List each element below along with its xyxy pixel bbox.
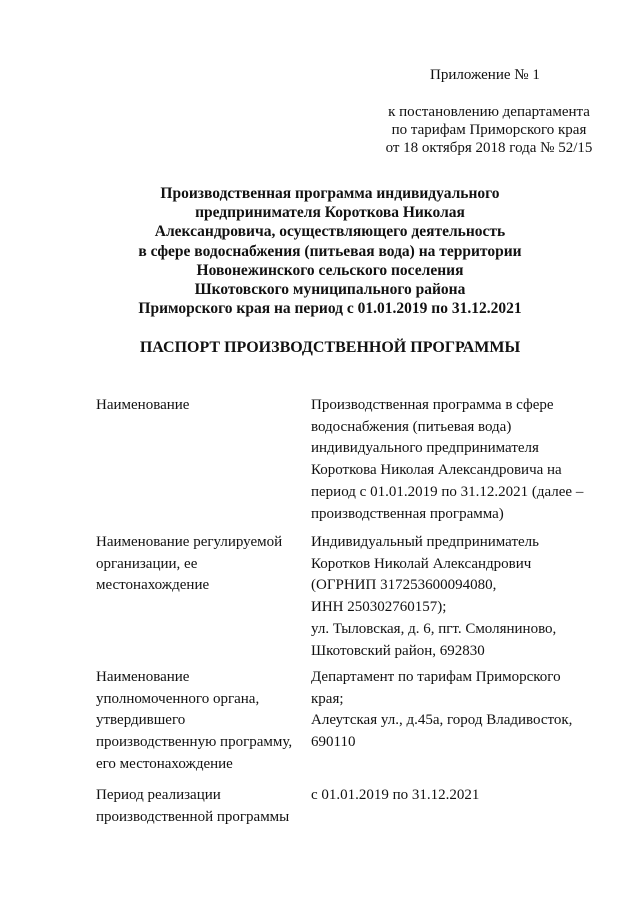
- row-label-line: Период реализации: [96, 787, 221, 803]
- row-label-line: Наименование: [96, 669, 190, 685]
- program-title-line: Новонежинского сельского поселения: [196, 261, 464, 279]
- row-label-line: Наименование: [96, 397, 190, 413]
- resolution-line: по тарифам Приморского края: [391, 122, 587, 138]
- row-value-line: 690110: [311, 734, 356, 751]
- row-value-line: производственная программа): [311, 505, 504, 522]
- resolution-reference: [380, 103, 598, 157]
- row-value: [311, 532, 601, 662]
- program-title-line: Александровича, осуществляющего деятельность: [154, 223, 506, 241]
- row-value: [311, 395, 601, 525]
- program-title-line: Приморского края на период с 01.01.2019 по 31.12.2021: [138, 300, 522, 318]
- row-value-line: Шкотовский район, 692830: [311, 642, 485, 659]
- row-value-line: Короткова Николая Александровича на: [311, 462, 562, 479]
- row-value-line: края;: [311, 690, 344, 707]
- row-label: [96, 532, 308, 597]
- program-title-line: предпринимателя Короткова Николая: [195, 204, 465, 222]
- row-value-line: индивидуального предпринимателя: [311, 440, 539, 457]
- row-value-line: Алеутская ул., д.45а, город Владивосток,: [311, 712, 573, 729]
- program-title-line: в сфере водоснабжения (питьевая вода) на территории: [138, 242, 522, 260]
- row-label-line: утвердившего: [96, 712, 186, 729]
- program-title-line: Шкотовского муниципального района: [194, 281, 466, 299]
- row-label-line: его местонахождение: [96, 755, 233, 772]
- row-label: [96, 395, 308, 417]
- row-label-line: организации, ее: [96, 555, 198, 572]
- resolution-line: от 18 октября 2018 года № 52/15: [385, 140, 593, 156]
- row-value-line: Департамент по тарифам Приморского: [311, 669, 561, 685]
- row-label-line: местонахождение: [96, 577, 210, 594]
- row-value-line: ИНН 250302760157);: [311, 599, 447, 616]
- program-title: [120, 184, 540, 318]
- row-value-line: Индивидуальный предприниматель: [311, 534, 539, 550]
- appendix-number: Приложение № 1: [430, 67, 540, 83]
- row-value: [311, 667, 601, 754]
- row-label: [96, 785, 308, 828]
- row-value-line: Производственная программа в сфере: [311, 397, 554, 413]
- row-label-line: уполномоченного органа,: [96, 690, 260, 707]
- row-value-line: ул. Тыловская, д. 6, пгт. Смоляниново,: [311, 620, 557, 637]
- row-label-line: производственной программы: [96, 808, 290, 825]
- program-title-line: Производственная программа индивидуального: [160, 185, 500, 202]
- row-label: [96, 667, 308, 776]
- row-value-line: водоснабжения (питьевая вода): [311, 418, 512, 435]
- row-value: [311, 785, 601, 807]
- row-value-line: Коротков Николай Александрович: [311, 555, 532, 572]
- row-value-line: с 01.01.2019 по 31.12.2021: [311, 787, 480, 803]
- row-label-line: производственную программу,: [96, 734, 293, 751]
- passport-heading: ПАСПОРТ ПРОИЗВОДСТВЕННОЙ ПРОГРАММЫ: [139, 339, 521, 356]
- row-value-line: период с 01.01.2019 по 31.12.2021 (далее –: [311, 483, 584, 500]
- row-label-line: Наименование регулируемой: [96, 534, 283, 550]
- row-value-line: (ОГРНИП 317253600094080,: [311, 577, 497, 594]
- resolution-line: к постановлению департамента: [388, 104, 590, 120]
